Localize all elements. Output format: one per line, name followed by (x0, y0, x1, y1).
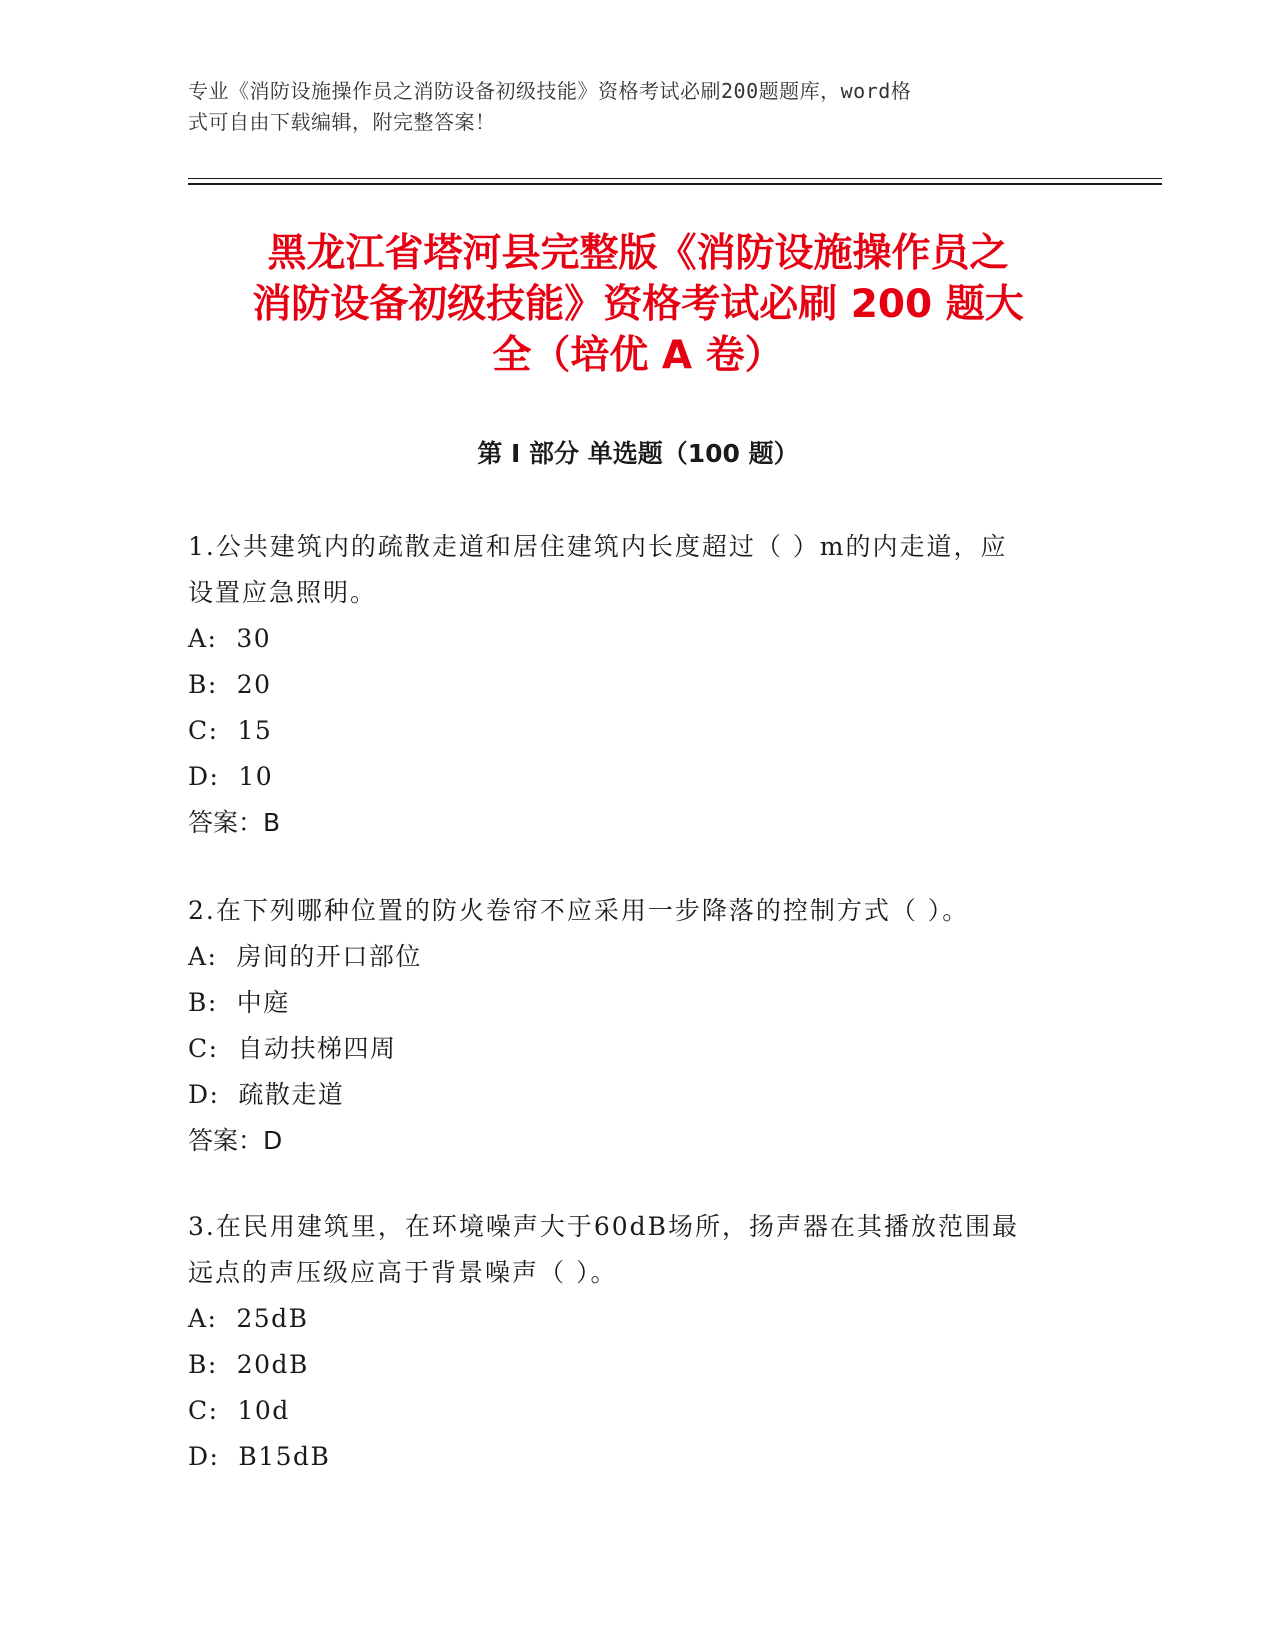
option-b: B: 中庭 (188, 988, 290, 1017)
answer: 答案：D (188, 1126, 283, 1155)
option-c: C: 15 (188, 716, 273, 745)
option-d: D: B15dB (188, 1442, 331, 1471)
answer: 答案：B (188, 808, 281, 837)
option-d: D: 疏散走道 (188, 1080, 345, 1109)
header-divider-thick (188, 183, 1162, 185)
header-note (188, 76, 1068, 138)
option-c: C: 10d (188, 1396, 290, 1425)
option-d: D: 10 (188, 762, 274, 791)
option-a: A: 25dB (188, 1304, 309, 1333)
question-stem-line-1: 1.公共建筑内的疏散走道和居住建筑内长度超过（ ）m的内走道，应 (188, 532, 1008, 561)
option-b: B: 20dB (188, 1350, 309, 1379)
option-a: A: 30 (188, 624, 272, 653)
option-a: A: 房间的开口部位 (188, 942, 422, 971)
question-3 (188, 1204, 1088, 1480)
question-stem-line-1: 2.在下列哪种位置的防火卷帘不应采用一步降落的控制方式（ ）。 (188, 896, 970, 925)
title-line-1: 黑龙江省塔河县完整版《消防设施操作员之 (267, 231, 1009, 276)
title-line-3: 全（培优 A 卷） (492, 333, 784, 378)
question-1 (188, 524, 1088, 846)
question-2 (188, 888, 1088, 1164)
header-note-line-1: 专业《消防设施操作员之消防设备初级技能》资格考试必刷200题题库，word格 (188, 79, 912, 103)
option-c: C: 自动扶梯四周 (188, 1034, 397, 1063)
question-stem-line-2: 远点的声压级应高于背景噪声（ ）。 (188, 1258, 618, 1287)
document-title (188, 228, 1088, 381)
question-stem-line-1: 3.在民用建筑里，在环境噪声大于60dB场所，扬声器在其播放范围最 (188, 1212, 1020, 1241)
title-line-2: 消防设备初级技能》资格考试必刷 200 题大 (252, 282, 1024, 327)
question-stem-line-2: 设置应急照明。 (188, 578, 378, 607)
header-divider-thin (188, 178, 1162, 179)
header-note-line-2: 式可自由下载编辑，附完整答案！ (188, 110, 496, 134)
option-b: B: 20 (188, 670, 272, 699)
section-title: 第 I 部分 单选题（100 题） (477, 439, 799, 468)
